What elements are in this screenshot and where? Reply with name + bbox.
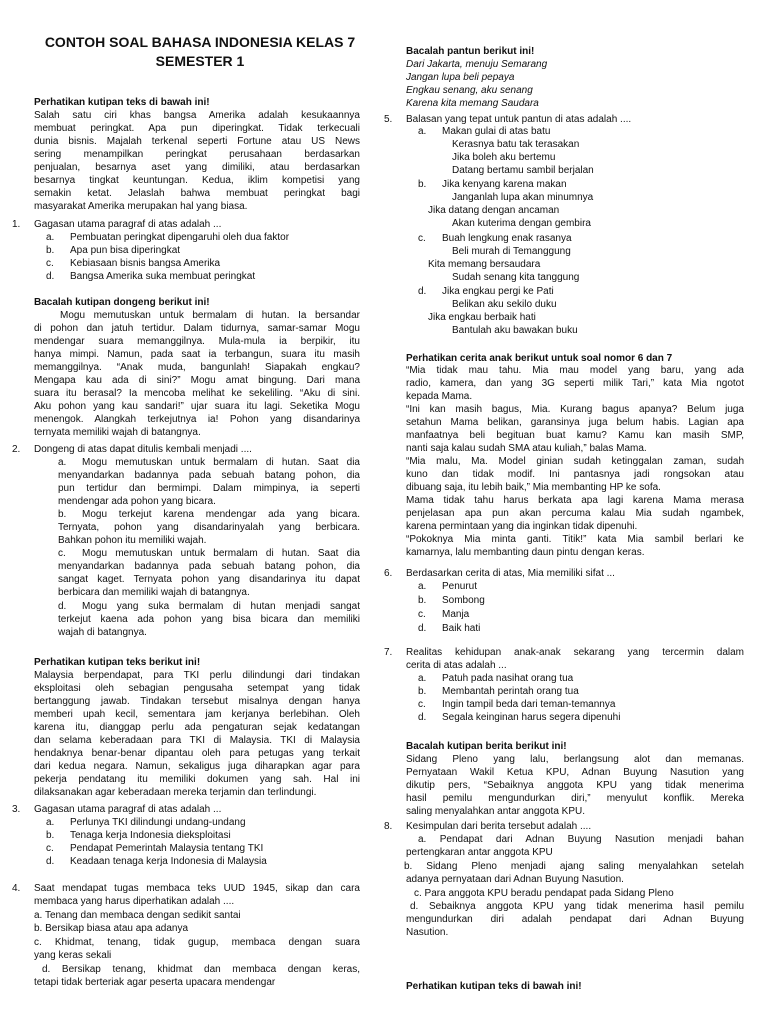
option-letter: b. (418, 686, 427, 697)
title-line-2: SEMESTER 1 (155, 53, 245, 69)
paragraph-line: “Pokoknya Mia minta ganti. Titik!” kata Mia sambil berlari ke (406, 534, 744, 545)
pantun-option-line: Jika engkau pergi ke Pati (442, 286, 554, 297)
section-heading: Perhatikan kutipan teks di bawah ini! (34, 97, 210, 108)
option-letter: d. (46, 856, 55, 867)
option-text-line: Mogu memutuskan untuk bermalam di hutan. Saat dia (82, 457, 360, 468)
paragraph-line: hasil pemilu mengundurkan diri,” menyulut konflik. Mereka (406, 793, 744, 804)
question-text: Realitas kehidupan anak-anak sekarang yang tercermin dalam (406, 647, 744, 658)
document-title (20, 33, 380, 71)
option-text: Apa pun bisa diperingkat (70, 245, 181, 256)
pantun-line: Jangan lupa beli pepaya (406, 72, 515, 83)
option-text-line: menyandarkan badannya pada sebuah batang pohon, dia (58, 561, 360, 572)
paragraph-line: dibuang saja, itu lebih baik,” Mia membanting HP ke sofa. (406, 482, 661, 493)
option-text: c. Para anggota KPU beradu pendapat pada Sidang Pleno (414, 888, 674, 899)
paragraph-line: besarnya tingkat keuntungan. Kedua, iklim kompetisi yang (34, 175, 360, 186)
option-text-line: mendengar ada pohon yang bicara. (58, 496, 216, 507)
paragraph-line: hendaknya benar-benar dipantau oleh para petugas yang terkait (34, 748, 360, 759)
pantun-option-line: Janganlah lupa akan minumnya (452, 192, 594, 203)
option-letter: a. (58, 457, 67, 468)
option-text: Segala keinginan harus segera dipenuhi (442, 712, 621, 723)
paragraph-line: manfaatnya beli begituan buat kamu? Kamu kan masih SMP, (406, 430, 744, 441)
paragraph-line: penjualan, besarnya aset yang dimiliki, atau berdasarkan (34, 162, 360, 173)
paragraph-line: nanti saja kalau sudah SMA atau kuliah,” balas Mama. (406, 443, 647, 454)
option-text: Nasution. (406, 927, 449, 938)
option-letter: b. (418, 595, 427, 606)
paragraph-line: suara itu berasal? Ia mencoba melihat ke sekeliling. “Aku di sini. (34, 388, 360, 399)
pantun-option-line: Jika engkau berbaik hati (428, 312, 536, 323)
option-text: Tenaga kerja Indonesia dieksploitasi (70, 830, 231, 841)
paragraph-line: eksploitasi oleh sebagian pengusaha setempat yang tidak (34, 683, 360, 694)
paragraph-line: sering menampilkan peringkat perusahaan berdasarkan (34, 149, 360, 160)
paragraph-line: Salah satu ciri khas bangsa Amerika adalah kesukaannya (34, 110, 360, 121)
paragraph-line: memanggilnya. “Anak muda, bangunlah! Siapakah engkau? (34, 362, 360, 373)
paragraph-line: radio, kamera, dan yang 3G seperti milik Tari,” kata Mia ngotot (406, 378, 744, 389)
paragraph-line: “Ini kan masih bagus, Mia. Kurang bagus apanya? Belum juga (406, 404, 744, 415)
pantun-option-line: Makan gulai di atas batu (442, 126, 551, 137)
paragraph-line: saling menyalahkan antar anggota KPU. (406, 806, 586, 817)
option-text: Patuh pada nasihat orang tua (442, 673, 574, 684)
option-text-line: terkejut kaena ada pohon yang bisa bicara dan memiliki (58, 614, 360, 625)
question-number: 4. (12, 883, 21, 894)
option-text: Membantah perintah orang tua (442, 686, 579, 697)
option-letter: d. (418, 623, 427, 634)
paragraph-line: setahun Mama belikan, garansinya juga belum habis. Lagian apa (406, 417, 744, 428)
paragraph-line: dilaksanakan agar keberadaan mereka terjamin dan terlindungi. (34, 787, 317, 798)
paragraph-line: “Mia malu, Ma. Model ginian sudah ketinggalan zaman, sudah (406, 456, 744, 467)
option-text: Sombong (442, 595, 485, 606)
pantun-option-line: Kita memang bersaudara (428, 259, 541, 270)
question-number: 5. (384, 114, 393, 125)
question-number: 2. (12, 444, 21, 455)
option-letter: d. (418, 286, 427, 297)
question-text: cerita di atas adalah ... (406, 660, 507, 671)
paragraph-line: Pernyataan Wakil Ketua KPU, Adnan Buyung Nasution yang (406, 767, 744, 778)
option-text: a. Tenang dan membaca dengan sedikit santai (34, 910, 241, 921)
option-text-line: Mogu yang suka bermalam di hutan menjadi sangat (82, 601, 360, 612)
option-letter: c. (58, 548, 66, 559)
section-heading: Bacalah kutipan berita berikut ini! (406, 741, 567, 752)
option-text: Manja (442, 609, 470, 620)
pantun-option-line: Jika boleh aku bertemu (452, 152, 556, 163)
paragraph-line: dari kedua negara. Namun, sekaligus juga diharapkan agar para (34, 761, 360, 772)
option-text: Kebiasaan bisnis bangsa Amerika (70, 258, 221, 269)
question-text: Kesimpulan dari berita tersebut adalah .... (406, 821, 592, 832)
option-text: mengundurkan diri adalah pendapat dari Adnan Buyung (406, 914, 744, 925)
option-text-line: wajah di batangnya. (58, 627, 147, 638)
option-text: adanya pernyataan dari Adnan Buyung Nasution. (406, 874, 624, 885)
option-text: Pendapat Pemerintah Malaysia tentang TKI (70, 843, 264, 854)
paragraph-line: ternyata memiliki wajah di batangnya. (34, 427, 201, 438)
pantun-option-line: Kerasnya batu tak terasakan (452, 139, 580, 150)
question-text: Berdasarkan cerita di atas, Mia memiliki sifat ... (406, 568, 615, 579)
option-text: yang keras sekali (34, 950, 112, 961)
paragraph-line: kepada Mama. (406, 391, 473, 402)
paragraph-line: Sidang Pleno yang lalu, berlangsung alot dan memanas. (406, 754, 744, 765)
pantun-option-line: Akan kuterima dengan gembira (452, 218, 591, 229)
pantun-option-line: Beli murah di Temanggung (452, 246, 571, 257)
option-text-line: Mogu memutuskan untuk bermalam di hutan. Saat dia (82, 548, 360, 559)
option-text: pertengkaran antar anggota KPU (406, 847, 553, 858)
paragraph-line: menengok. Alangkah terkejutnya ia! Pohon yang disandarinya (34, 414, 360, 425)
option-letter: c. (418, 699, 426, 710)
title-line-1: CONTOH SOAL BAHASA INDONESIA KELAS 7 (44, 34, 356, 50)
option-letter: b. (418, 179, 427, 190)
paragraph-line: dan selama keberadaan para TKI di Malaysia. TKI di Malaysia (34, 735, 360, 746)
option-text-line: Mogu terkejut karena mendengar ada yang bicara. (82, 509, 360, 520)
option-text: Baik hati (442, 623, 481, 634)
paragraph-line: di pohon dan jatuh tertidur. Dalam tidurnya, samar-samar Mogu (34, 323, 360, 334)
option-text: Perlunya TKI dilindungi undang-undang (70, 817, 246, 828)
option-letter: d. (418, 712, 427, 723)
question-text: Saat mendapat tugas membaca teks UUD 1945, sikap dan cara (34, 883, 360, 894)
option-text: Keadaan tenaga kerja Indonesia di Malaysia (70, 856, 267, 867)
section-heading: Bacalah kutipan dongeng berikut ini! (34, 297, 210, 308)
question-text: membaca yang harus diperhatikan adalah .... (34, 896, 235, 907)
paragraph-line: Mengapa kau ada di sini?” Mogu amat bingung. Dari mana (34, 375, 360, 386)
paragraph-line: membuat peringkat. Apa pun diperingkat. Tidak terkecuali (34, 123, 360, 134)
pantun-option-line: Sudah senang kita tanggung (452, 272, 580, 283)
question-number: 7. (384, 647, 393, 658)
option-letter: c. (418, 609, 426, 620)
section-heading: Perhatikan cerita anak berikut untuk soal nomor 6 dan 7 (406, 353, 673, 364)
option-text-line: menyandarkan badannya pada sebuah batang pohon, dia (58, 470, 360, 481)
option-letter: a. (418, 673, 427, 684)
question-number: 8. (384, 821, 393, 832)
option-letter: c. (46, 258, 54, 269)
pantun-option-line: Buah lengkung enak rasanya (442, 233, 572, 244)
paragraph-line: memberi upah kecil, sementara jam kerjanya berlebihan. Oleh (34, 709, 360, 720)
question-text: Dongeng di atas dapat ditulis kembali menjadi .... (34, 444, 252, 455)
option-text: d. Sebaiknya anggota KPU yang tidak menerima hasil pemilu (410, 901, 744, 912)
paragraph-line: dikutip pers, “Sebaiknya anggota KPU yang tidak menerima (406, 780, 744, 791)
option-text: Penurut (442, 581, 478, 592)
option-text: Bangsa Amerika suka membuat peringkat (70, 271, 256, 282)
pantun-option-line: Belikan aku sekilo duku (452, 299, 557, 310)
option-letter: c. (46, 843, 54, 854)
option-text: b. Bersikap biasa atau apa adanya (34, 923, 188, 934)
paragraph-line: Mogu memutuskan untuk bermalam di hutan. Ia bersandar (60, 310, 360, 321)
paragraph-line: kuno dan tidak modif. Ini pantasnya jadi rongsokan atau (406, 469, 744, 480)
option-text-line: berbicara dan memiliki wajah di batangnya. (58, 587, 250, 598)
option-text: a. Pendapat dari Adnan Buyung Nasution menjadi bahan (418, 834, 744, 845)
question-text: Gagasan utama paragraf di atas adalah ... (34, 219, 222, 230)
question-number: 1. (12, 219, 21, 230)
option-letter: b. (58, 509, 67, 520)
question-text: Balasan yang tepat untuk pantun di atas adalah .... (406, 114, 632, 125)
paragraph-line: pekerja pendatang itu memiliki dokumen yang sah. Hal ini (34, 774, 360, 785)
option-letter: a. (46, 817, 55, 828)
option-letter: a. (418, 581, 427, 592)
pantun-line: Dari Jakarta, menuju Semarang (406, 59, 548, 70)
paragraph-line: Malaysia berpendapat, para TKI perlu dilindungi dari tindakan (34, 670, 360, 681)
paragraph-line: Mama tidak tahu harus berkata apa lagi karena Mama merasa (406, 495, 744, 506)
pantun-line: Karena kita memang Saudara (406, 98, 539, 109)
question-text: Gagasan utama paragraf di atas adalah ... (34, 804, 222, 815)
option-text: tetapi tidak berteriak agar peserta upacara mendengar (34, 977, 276, 988)
pantun-option-line: Bantulah aku bawakan buku (452, 325, 578, 336)
paragraph-line: “Mia tidak mau tahu. Mia mau model yang baru, yang ada (406, 365, 744, 376)
option-letter: a. (46, 232, 55, 243)
option-text: d. Bersikap tenang, khidmat dan membaca dengan keras, (42, 964, 360, 975)
paragraph-line: masyarakat Amerika merupakan hal yang biasa. (34, 201, 248, 212)
option-text-line: sangat kaget. Ternyata pohon yang disandarinya itu dapat (58, 574, 360, 585)
option-text-line: pun tertidur dan bermimpi. Dalam mimpinya, ia seperti (58, 483, 360, 494)
paragraph-line: karena permintaan yang dia inginkan tidak dipenuhi. (406, 521, 638, 532)
paragraph-line: Aku pohon yang kau sandari!” ujar suara itu lagi. Seketika Mogu (34, 401, 360, 412)
option-text-line: Bahkan pohon itu memiliki wajah. (58, 535, 207, 546)
section-heading: Perhatikan kutipan teks berikut ini! (34, 657, 201, 668)
option-text: b. Sidang Pleno menjadi ajang saling menyalahkan setelah (404, 861, 744, 872)
question-number: 3. (12, 804, 21, 815)
option-letter: b. (46, 830, 55, 841)
paragraph-line: hanya mimpi. Namun, pada saat ia terbangun, suara itu masih (34, 349, 360, 360)
pantun-option-line: Jika datang dengan ancaman (428, 205, 560, 216)
pantun-option-line: Jika kenyang karena makan (442, 179, 567, 190)
paragraph-line: penjelasan apa pun akan percuma kalau Mia sudah ngambek, (406, 508, 744, 519)
section-heading: Bacalah pantun berikut ini! (406, 46, 535, 57)
question-number: 6. (384, 568, 393, 579)
pantun-option-line: Datang bertamu sambil berjalan (452, 165, 594, 176)
option-letter: a. (418, 126, 427, 137)
paragraph-line: bertanggung jawab. Tindakan tersebut misalnya dengan hanya (34, 696, 360, 707)
paragraph-line: semakin ketat. Jelaslah bahwa membuat peringkat bagi (34, 188, 360, 199)
option-text: c. Khidmat, tenang, tidak gugup, membaca dengan suara (34, 937, 360, 948)
section-heading: Perhatikan kutipan teks di bawah ini! (406, 981, 582, 992)
option-text-line: Ternyata, pohon yang disandarinyalah yang berbicara. (58, 522, 360, 533)
option-letter: c. (418, 233, 426, 244)
paragraph-line: karena itu, dianggap perlu ada pengaturan sejak kedatangan (34, 722, 360, 733)
pantun-line: Engkau senang, aku senang (406, 85, 533, 96)
option-text: Pembuatan peringkat dipengaruhi oleh dua faktor (70, 232, 290, 243)
option-letter: d. (58, 601, 67, 612)
option-letter: d. (46, 271, 55, 282)
paragraph-line: mendengar suara memanggilnya. Mula-mula ia berpikir, itu (34, 336, 360, 347)
option-letter: b. (46, 245, 55, 256)
paragraph-line: kamarnya, lalu membanting daun pintu dengan keras. (406, 547, 645, 558)
paragraph-line: dunia bisnis. Majalah terkenal seperti Fortune atau US News (34, 136, 360, 147)
option-text: Ingin tampil beda dari teman-temannya (442, 699, 616, 710)
